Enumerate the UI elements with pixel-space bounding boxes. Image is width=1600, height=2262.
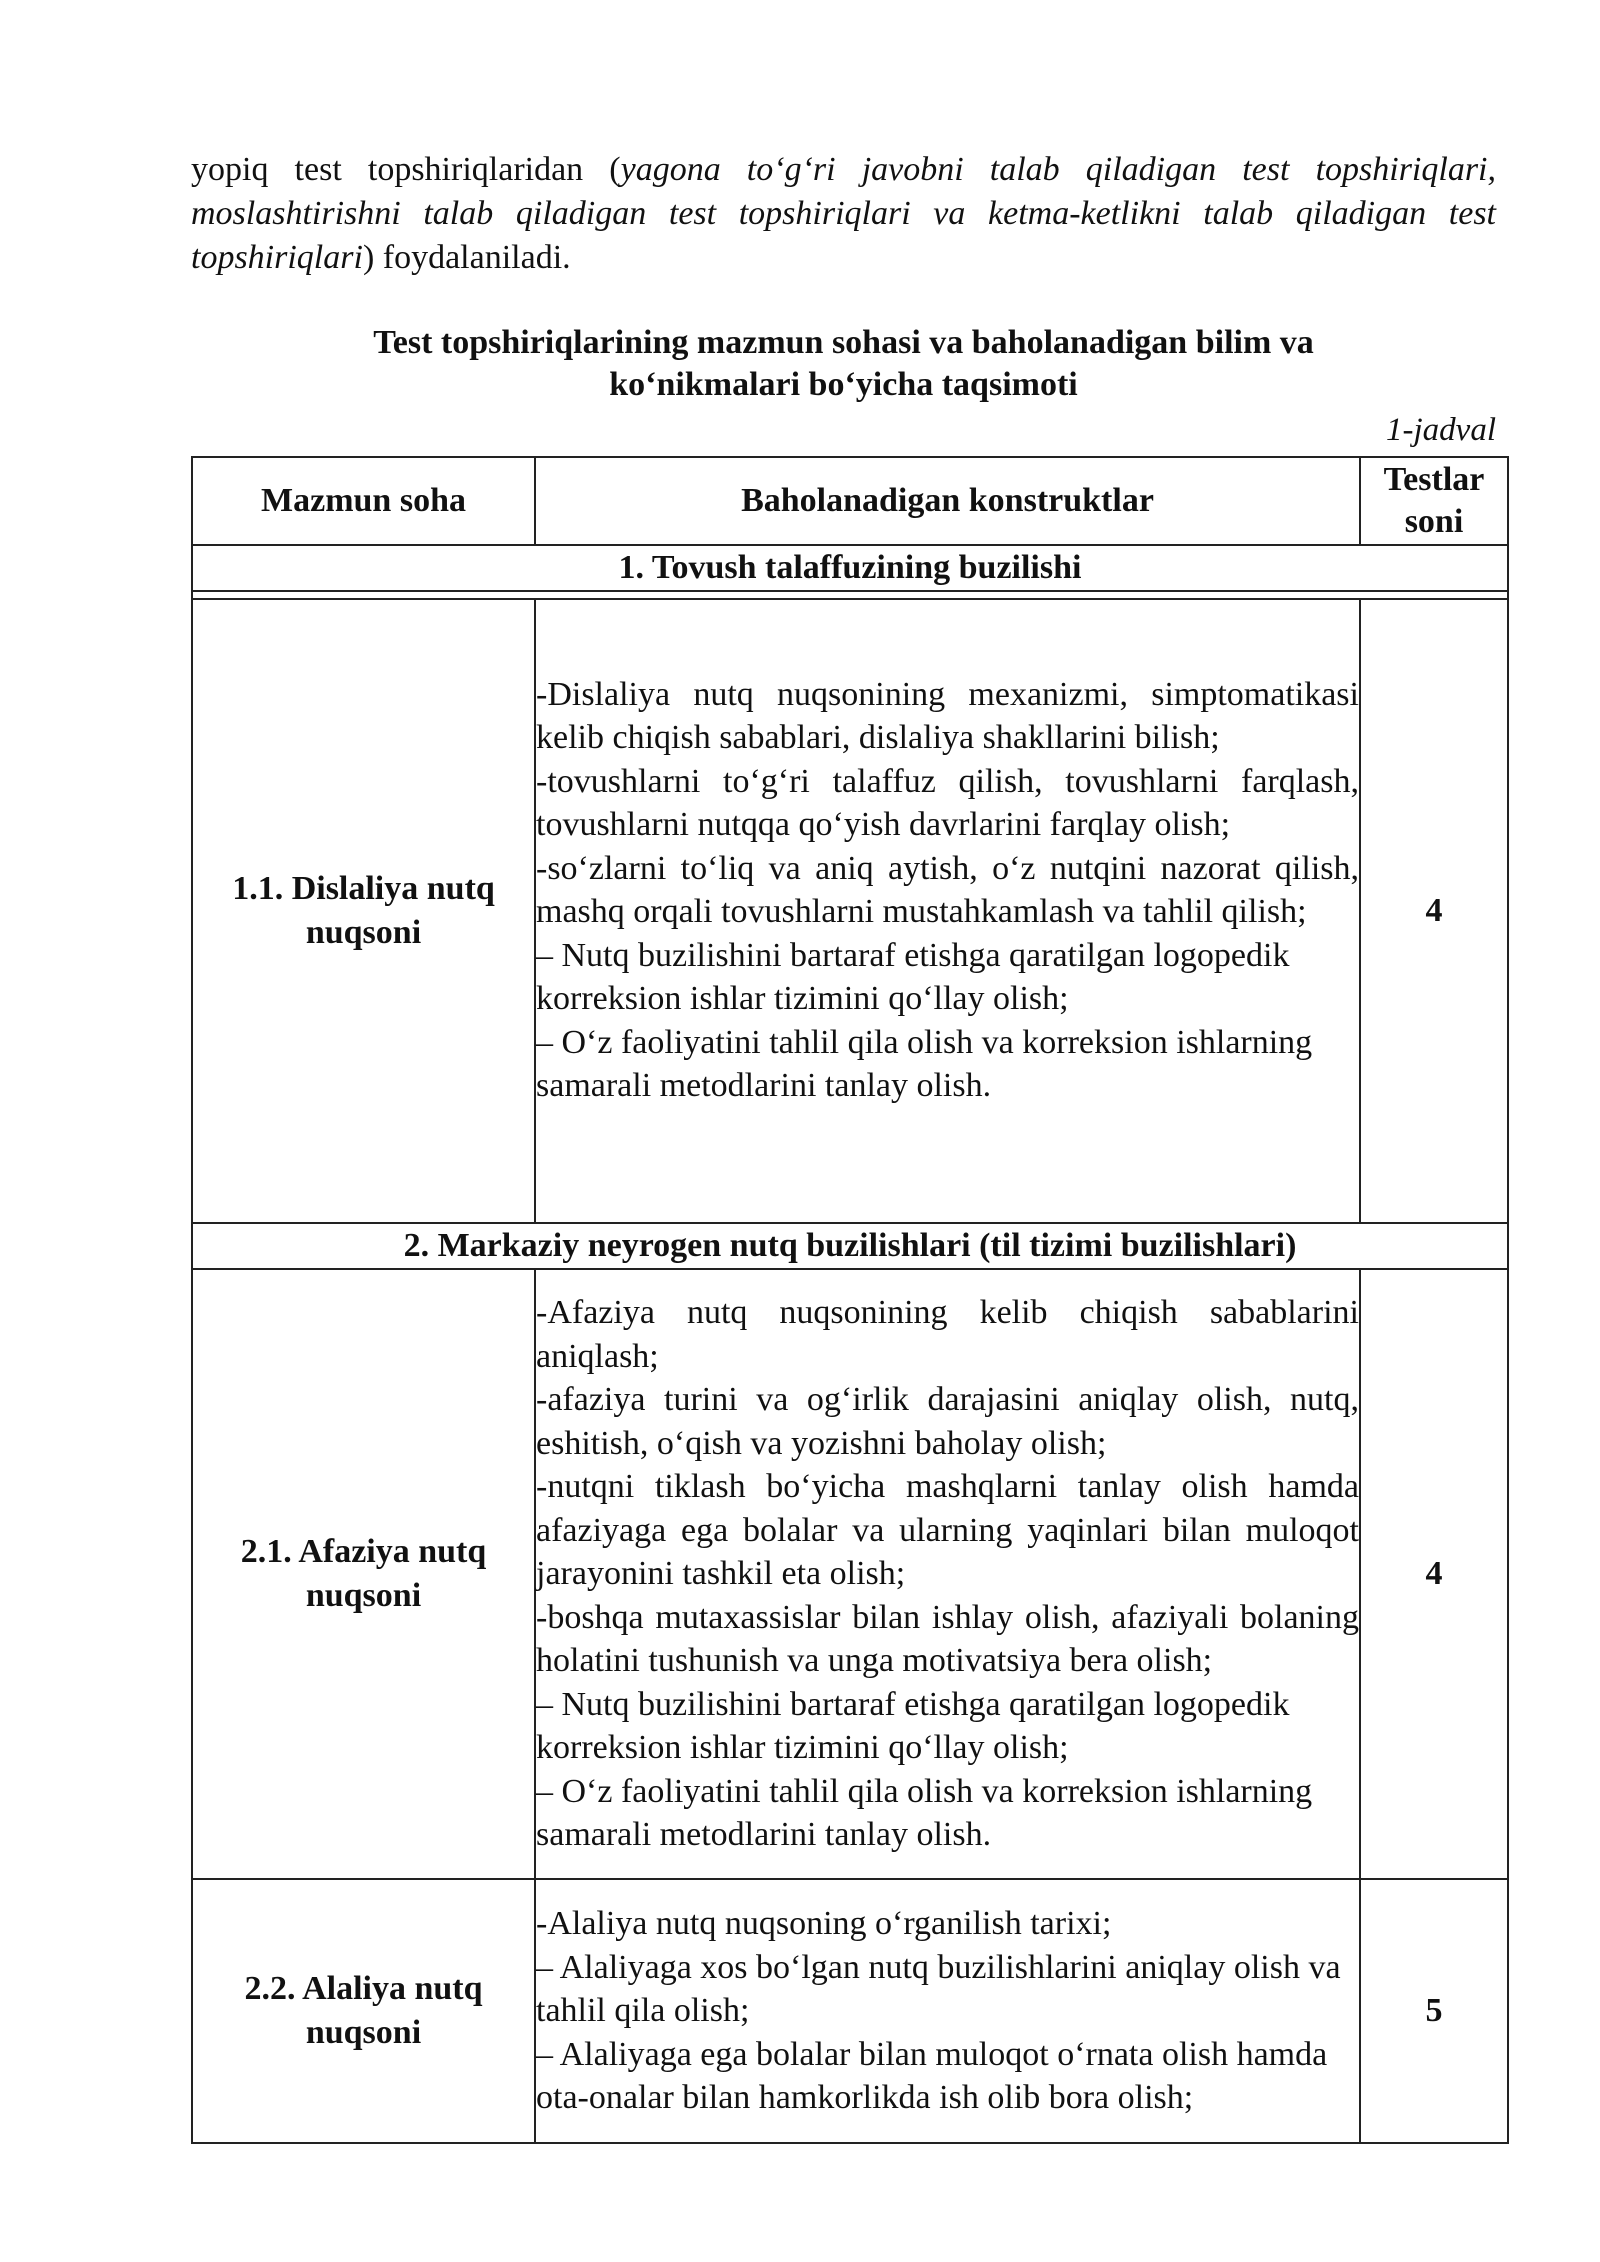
header-test-count-line-1: Testlar — [1383, 461, 1485, 498]
construct-item: -Afaziya nutq nuqsonining kelib chiqish sabablarini aniqlash; — [536, 1294, 1359, 1375]
constructs-cell — [535, 599, 1360, 1223]
header-constructs: Baholanadigan konstruktlar — [535, 457, 1360, 545]
header-test-count — [1360, 457, 1508, 545]
table-title-line-2: ko‘nikmalari bo‘yicha taqsimoti — [609, 366, 1078, 403]
content-area-cell — [192, 599, 535, 1223]
distribution-table — [191, 456, 1509, 2144]
construct-item: – Nutq buzilishini bartaraf etishga qaratilgan logopedik korreksion ishlar tizimini qo‘llay olish; — [536, 1685, 1290, 1767]
content-area-line-1: 2.1. Afaziya nutq — [240, 1533, 487, 1570]
construct-item: -Alaliya nutq nuqsoning o‘rganilish tarixi; — [536, 1905, 1112, 1943]
section-row-2 — [192, 1223, 1508, 1269]
table-number-label: 1-jadval — [1386, 412, 1496, 448]
table-row — [192, 1269, 1508, 1879]
test-count-cell: 4 — [1360, 599, 1508, 1223]
construct-item: -afaziya turini va og‘irlik darajasini aniqlay olish, nutq, eshitish, o‘qish va yozishni baholay olish; — [536, 1381, 1359, 1462]
construct-item: – Alaliyaga xos bo‘lgan nutq buzilishlarini aniqlay olish va tahlil qila olish; — [536, 1948, 1341, 2030]
content-area-line-2: nuqsoni — [305, 2014, 422, 2051]
table-title — [191, 322, 1496, 406]
construct-item: – Alaliyaga ega bolalar bilan muloqot o‘rnata olish hamda ota-onalar bilan hamkorlikda ish olib bora olish; — [536, 2035, 1328, 2117]
header-test-count-line-2: soni — [1404, 503, 1464, 540]
section-title: 1. Tovush talaffuzining buzilishi — [192, 545, 1508, 591]
section-spacer-row — [192, 591, 1508, 599]
intro-text-start: yopiq test topshiriqlaridan ( — [191, 151, 621, 188]
intro-text-end: ) foydalaniladi. — [362, 239, 571, 276]
construct-item: -boshqa mutaxassislar bilan ishlay olish, afaziyali bolaning holatini tushunish va unga motivatsiya bera olish; — [536, 1598, 1359, 1680]
constructs-cell — [535, 1879, 1360, 2143]
content-area-cell — [192, 1879, 535, 2143]
section-title: 2. Markaziy neyrogen nutq buzilishlari (til tizimi buzilishlari) — [192, 1223, 1508, 1269]
construct-item: -Dislaliya nutq nuqsonining mexanizmi, simptomatikasi kelib chiqish sabablari, dislaliya shakllarini bilish; — [536, 675, 1359, 756]
intro-italic-text: yagona to‘g‘ri javobni talab qiladigan test topshiriqlari, moslashtirishni talab qiladigan test topshiriqlari va ketma-ketlikni talab qiladigan test topshiriqlari — [191, 151, 1496, 276]
construct-item: -nutqni tiklash bo‘yicha mashqlarni tanlay olish hamda afaziyaga ega bolalar va ularning yaqinlari bilan muloqot jarayonini tashkil eta olish; — [536, 1468, 1359, 1593]
table-title-line-1: Test topshiriqlarining mazmun sohasi va baholanadigan bilim va — [373, 324, 1314, 361]
construct-item: -tovushlarni to‘g‘ri talaffuz qilish, tovushlarni farqlash, tovushlarni nutqqa qo‘yish davrlarini farqlay olish; — [536, 762, 1359, 843]
content-area-cell — [192, 1269, 535, 1879]
test-count-cell: 4 — [1360, 1269, 1508, 1879]
table-header-row — [192, 457, 1508, 545]
constructs-cell — [535, 1269, 1360, 1879]
construct-item: -so‘zlarni to‘liq va aniq aytish, o‘z nutqini nazorat qilish, mashq orqali tovushlarni mustahkamlash va tahlil qilish; — [536, 849, 1359, 930]
content-area-line-2: nuqsoni — [305, 1577, 422, 1614]
content-area-line-2: nuqsoni — [305, 914, 422, 951]
table-row — [192, 1879, 1508, 2143]
test-count-cell: 5 — [1360, 1879, 1508, 2143]
table-row — [192, 599, 1508, 1223]
header-content-area: Mazmun soha — [192, 457, 535, 545]
construct-item: – O‘z faoliyatini tahlil qila olish va korreksion ishlarning samarali metodlarini tanlay olish. — [536, 1772, 1313, 1854]
section-row-1 — [192, 545, 1508, 591]
construct-item: – Nutq buzilishini bartaraf etishga qaratilgan logopedik korreksion ishlar tizimini qo‘llay olish; — [536, 936, 1290, 1017]
content-area-line-1: 2.2. Alaliya nutq — [244, 1970, 483, 2007]
content-area-line-1: 1.1. Dislaliya nutq — [232, 870, 495, 907]
intro-paragraph — [191, 148, 1496, 280]
construct-item: – O‘z faoliyatini tahlil qila olish va korreksion ishlarning samarali metodlarini tanlay olish. — [536, 1023, 1313, 1104]
